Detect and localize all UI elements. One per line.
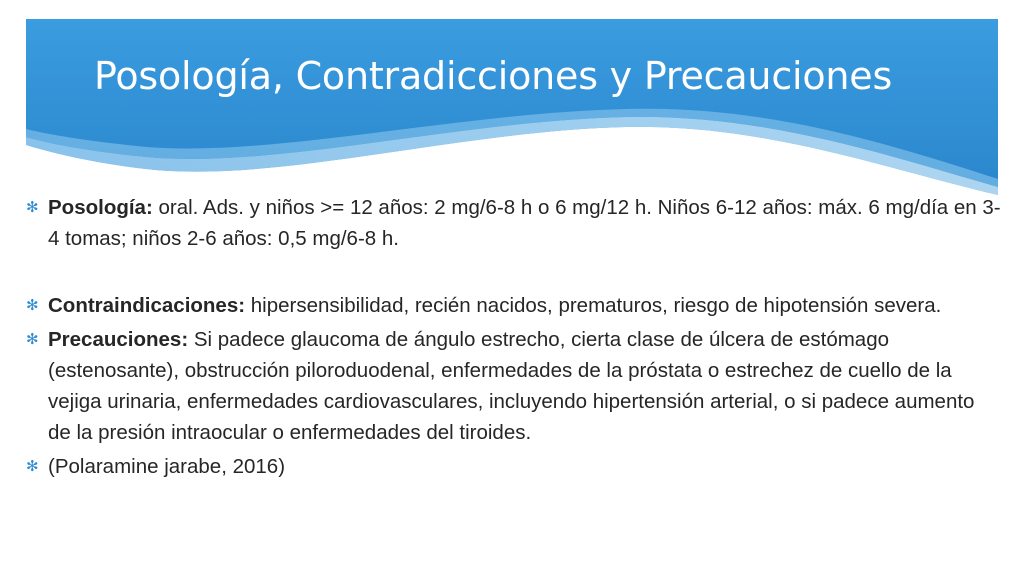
- item-lead: Precauciones:: [48, 328, 189, 351]
- slide-title: Posología, Contradicciones y Precauciones: [94, 54, 893, 98]
- list-item-precauciones: [26, 324, 1001, 448]
- item-text: oral. Ads. y niños >= 12 años: 2 mg/6-8 h o 6 mg/12 h. Niños 6-12 años: máx. 6 mg/día en 3-4 tomas; niños 2-6 años: 0,5 mg/6-8 h.: [48, 196, 1001, 250]
- item-text: Si padece glaucoma de ángulo estrecho, cierta clase de úlcera de estómago (estenosante), obstrucción piloroduodenal, enfermedades de la próstata o estrechez de cuello de la vejiga urinaria, enfermedades cardiovasculares, incluyendo hipertensión arterial, o si padece aumento de la presión intraocular o enfermedades del tiroides.: [48, 328, 975, 444]
- list-item-posologia: [26, 192, 1001, 254]
- asterisk-icon: ✻: [26, 458, 39, 475]
- list-item-reference: [26, 451, 1001, 482]
- banner-wave-graphic: [26, 19, 998, 199]
- list-item-contraindicaciones: [26, 290, 1001, 321]
- asterisk-icon: ✻: [26, 331, 39, 348]
- asterisk-icon: ✻: [26, 199, 39, 216]
- bullet-list: [26, 192, 1001, 485]
- item-text: hipersensibilidad, recién nacidos, prematuros, riesgo de hipotensión severa.: [245, 294, 942, 317]
- item-lead: Posología:: [48, 196, 153, 219]
- asterisk-icon: ✻: [26, 297, 39, 314]
- title-banner: [26, 19, 998, 199]
- item-lead: Contraindicaciones:: [48, 294, 246, 317]
- item-text: (Polaramine jarabe, 2016): [48, 455, 286, 478]
